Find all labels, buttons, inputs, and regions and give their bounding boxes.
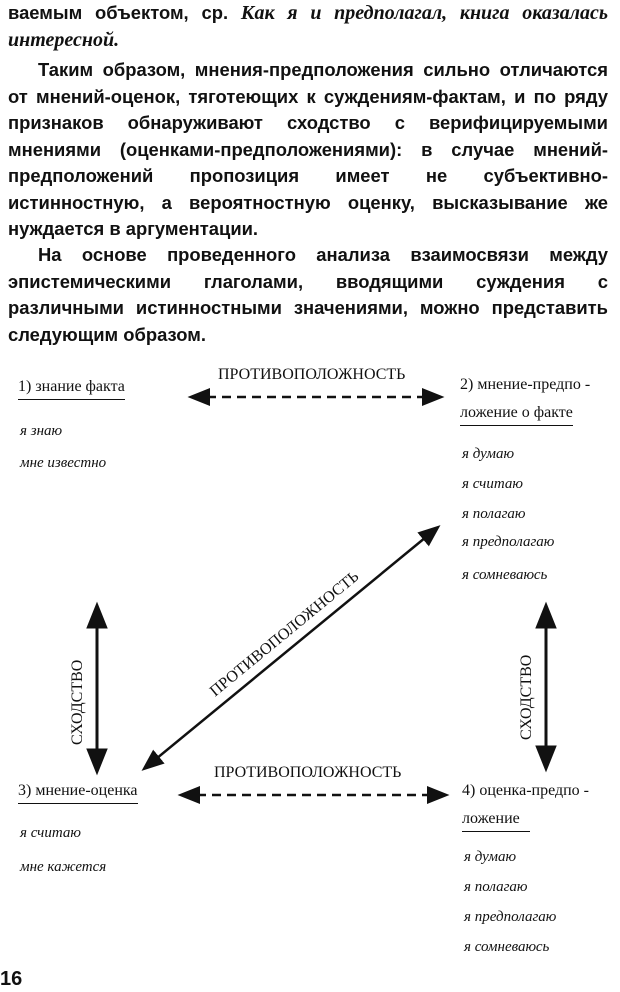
top-opposition-label: ПРОТИВОПОЛОЖНОСТЬ [218,366,406,383]
node-3-verb-2: мне кажется [20,859,107,875]
node-4-verb-1: я думаю [464,849,517,865]
node-4-verb-2: я полагаю [464,879,528,895]
node-2-verb-2: я считаю [462,476,523,492]
node-2-verb-5: я сомневаюсь [462,567,548,583]
epistemic-verbs-diagram [0,355,620,970]
node-2-title-line-1: 2) мнение-предпо - [460,376,591,393]
left-similarity-label: СХОДСТВО [69,659,86,745]
node-2-verb-4: я предполагаю [462,534,555,550]
node-4-verb-4: я сомневаюсь [464,939,550,955]
node-4-title-line-1: 4) оценка-предпо - [462,782,589,799]
paragraph-2: Таким образом, мнения-предположения сильно отличаются от мнений-оценок, тяготеющих к суждениям-фактам, и по ряду признаков обнаруживают сходство с верифицируемыми мнениями (оценками-предположениями): в случае мнений-предположений пропозиция имеет не субъективно-истинностную, а вероятностную оценку, высказывание же нуждается в аргументации. [8,59,608,239]
paragraph-1 [8,0,608,53]
node-3-title-text: 3) мнение-оценка [18,779,138,804]
paragraph-1-text: ваемым объектом, ср. [8,2,229,23]
diagonal-opposition-label: ПРОТИВОПОЛОЖНОСТЬ [206,568,363,701]
page-number: 16 [0,968,23,990]
node-2-title-line-2-text: ложение о факте [460,401,573,426]
node-4-verb-3: я предполагаю [464,909,557,925]
node-3-title [18,779,138,804]
diagonal-opposition-arrow [145,528,437,768]
node-2-verb-3: я полагаю [462,506,526,522]
node-2-title-line-2 [460,401,573,426]
node-1-verb-1: я знаю [20,423,63,439]
node-3-verb-1: я считаю [20,825,81,841]
node-1-title-text: 1) знание факта [18,375,125,400]
node-4-title-line-2-text: ложение [462,807,530,832]
node-1-verb-2: мне известно [20,455,107,471]
example-sentence: Как я и предполагал, книга оказалась интересной. [8,2,608,51]
node-1-title [18,375,125,400]
paragraph-3: На основе проведенного анализа взаимосвязи между эпистемическими глаголами, вводящими суждения с различными истинностными значениями, можно представить следующим образом. [8,244,608,345]
right-similarity-label: СХОДСТВО [518,654,535,740]
bottom-opposition-label: ПРОТИВОПОЛОЖНОСТЬ [214,764,402,781]
node-2-verb-1: я думаю [462,446,515,462]
node-4-title-line-2 [462,807,530,832]
